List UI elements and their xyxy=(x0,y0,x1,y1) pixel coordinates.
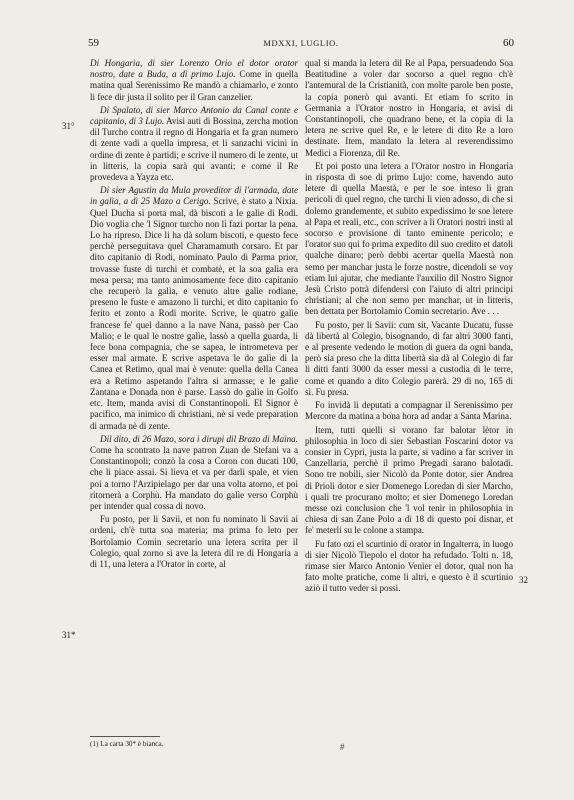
right-page-number: 60 xyxy=(503,37,514,49)
paragraph: Fu posto, per li Savii: cum sit, Vacante Ducatu, fusse dà libertà al Colegio, bisognando, di far altri 3000 fanti, e al presente vedendo le motion di guera da ogni banda, però sia preso che la ditta libertà sia dà al Colegio di far li ditti fanti 3000 da esser messi a custodia di le terre, come et quando a dito Colegio parerà. 29 di no, 165 di sì. Fu presa. xyxy=(305,319,513,397)
margin-note-32: 32 xyxy=(519,575,528,585)
entry-heading: Di Spalato, di sier Marco Antonio da Canal conte e capitanio, di 3 Lujo. xyxy=(90,104,298,127)
margin-note-31b: 31* xyxy=(62,630,76,640)
page-mark: # xyxy=(340,742,345,752)
entry-spalato xyxy=(90,105,298,183)
running-header xyxy=(88,37,514,51)
entry-text: Come in quella matina qual Serenissimo Re mandò a chiamarlo, e zonto li fece dir justa il solito per il Gran canzelier. xyxy=(90,69,298,102)
running-title: MDXXI, LUGLIO. xyxy=(263,38,339,48)
paragraph: Item, tutti quelli si vorano far balotar lètor in philosophia in loco di sier Sebastian Foscarini dotor va consier in Cypri, justa la parte, si vadino a far scriver in Canzellaria, perchè il primo Pregadi sarano balotadi. Sono tre nobili, sier Nicolò da Ponte dotor, sier Andrea di Prioli dotor e sier Domenego Loredan di sier Marcho, i quali tre procurano molto; et sier Domenego Loredan messe ozi conclusion che 'l vol tenir in philosophia in chiesa di san Zane Polo a dì 18 di questo poi disnar, et fe' meterli su le colone a stampa. xyxy=(305,424,513,536)
entry-hungary xyxy=(90,58,298,103)
right-column xyxy=(305,58,513,597)
entry-heading: Di sier Agustin da Mula proveditor di l'armada, date in galìa, a dì 25 Mazo a Cerigo. xyxy=(90,185,298,207)
entry-maina xyxy=(90,434,298,512)
entry-savii: Fu posto, per li Savii, et non fu nominato li Savii ai ordeni, ch'è tutta soa materia; ma prima fo leto per Bortolamio Comin secretario una letera scrita per il Colegio, qual zorno sì ave la letera dil re di Hongaria a dì 11, una letera a l'Orator in corte, al xyxy=(90,514,298,569)
paragraph: Fu fato ozi el scurtinio di orator in Ingalterra, in luogo di sier Nicolò Tiepolo el dotor ha refudado. Tolti n. 18, rimase sier Marco Antonio Venier el dotor, qual non ha fato molte pratiche, come li altri, e questo è il scurtinio aziò il tutto veder si possi. xyxy=(305,538,513,594)
entry-text: Come ha scontrato la nave patron Zuan de Stefani va a Constantinopoli; conzò la cosa a Coron con ducati 100, che li piace assai. Si lieva et va per darli spale, et vien poi a torno l'Arzipielago per dar una volta atorno, et poi ritornerà a Corphù. Ha mandato do galìe verso Corphù per intender qual cossa di novo. xyxy=(90,444,298,511)
entry-text: Scrive, è stato a Nixia. Quel Ducha si porta mal, dà biscoti a le galìe di Rodi. Dio voglia che 'l Signor turcho non li fazi portar la pena. Lo ha ripreso. Dice li ha dà solum biscoti, e questo fece perchè perseguitava quel Charamamuth corsaro. Et par dito capitanio di Rodi, nominato Paulo di Parma prior, trovasse fuste di turchi et combatè, et la soa galìa era mesa persa; ma tanto animosamente fece dito capitanio che recuperò la galìa, e venuto altre galìe rodiane, preseno le fuste e amazono li turchi, et dito capitanio fo ferito et zonto a Rodi morite. Scrive, le quatro galìe francese fe' quel danno a la nave Nana, passò per Cao Malio; e le qual le nostre galìe, lassò a quella guarda, li fece bona compagnia, che se sapea, le intrometeva per esser mal armate. E scrive aspetava le do galìe di la Canea et Retimo, qual mai è venute: quella della Canea era a Retimo aspetando l'altra si armasse; e le galìe Zantana e Donada non è parse. Lassò do galìe in Golfo etc. Item, manda avisi di Constantinopoli. El Signor è pacifico, ma inimico di christiani, nè si vede preparation di armada nè di zente. xyxy=(90,196,298,431)
entry-heading: Di Hongaria, di sier Lorenzo Orio el dotor orator nostro, date a Buda, a dì primo Lujo. xyxy=(90,58,298,80)
footnote: (1) La carta 30* è bianca. xyxy=(90,740,164,748)
footnote-rule xyxy=(90,736,160,737)
left-page-number: 59 xyxy=(88,37,99,49)
entry-cerigo xyxy=(90,185,298,431)
paragraph: Et poi posto una letera a l'Orator nostro in Hongaria in risposta di soe di primo Lujo: come, havendo auto letere di quella Maestà, e per le soe inteso li gran pericoli di quel regno, che turchi li vien adosso, di che si dolemo grandemente, et subito expedissimo le soe letere al Papa et reali, etc., con scriver a li Oratori nostri insti al socorso e provisione di tanto eminente pericolo; e l'orator suo qui fo prima expedito dil suo credito et datoli qualche dinaro; però debbi acertar quella Maestà non semo per manchar justa le forze nostre, dicendoli se voy etiam lui ajutar, che mediante l'auxilio dil Nostro Signor Jesù Cristo potrà difendersi con l'aiuto di altri principi christiani; al che non semo per manchar, ut in litteris, ben dettata per Bortolamio Comin secretario. Ave . . . xyxy=(305,160,513,317)
margin-note-31a: 31° xyxy=(62,121,75,131)
paragraph: Fo invidà li deputati a compagnar il Serenissimo per Mercore da matina a bona hora ad andar a Santa Marina. xyxy=(305,400,513,422)
entry-text: Avisi auti di Bossina, zercha motion dil Turcho contra il regno di Hongaria et fa gran numero di zente vadi a quella impresa, et li sanzachi vicini in ordine di zente è partidi; e scrive il numero di le zente, ut in litteris, la copia sarà qui avanti; e come il Re provedeva a Yayza etc. xyxy=(90,116,298,183)
left-column xyxy=(90,58,298,572)
paragraph: qual si manda la letera dil Re al Papa, persuadendo Soa Beatitudine a voler dar socorso a quel regno ch'è l'antemural de la Cristianità, con molte parole ben poste, la copia ponerò qui avanti. Et etiam fo scrito in Germania a l'Orator nostro in Hongaria, et avisi di Constantinopoli, che quadrano bene, et la copia di la letera ne scrive quel Re, e le letere di dito Re a loro destinate. Item, mandato la letera al reverendissimo Medici a Fiorenza, dil Re. xyxy=(305,58,513,158)
entry-heading: Dil dito, di 26 Mazo, sora i dirupi dil Brazo di Maina. xyxy=(100,433,298,444)
